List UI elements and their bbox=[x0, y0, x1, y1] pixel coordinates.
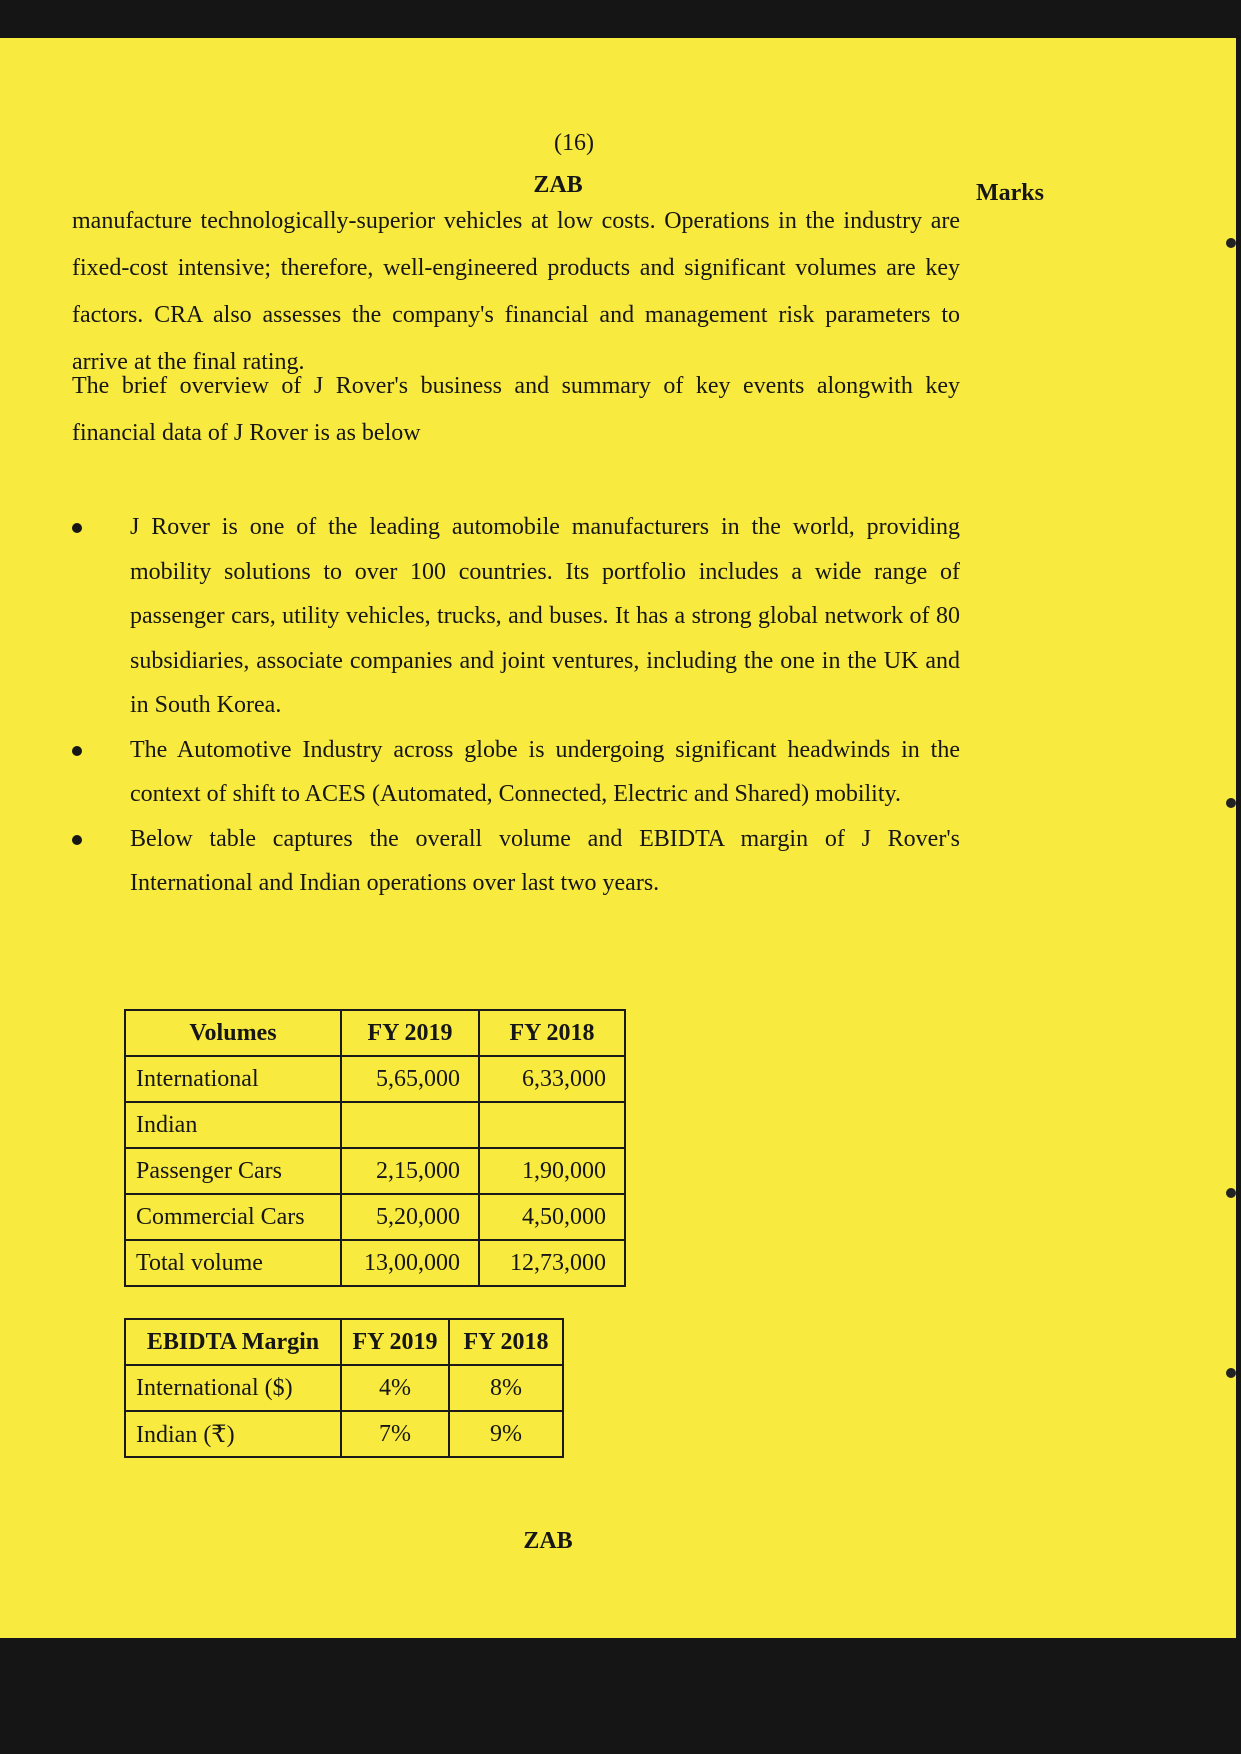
bullet-icon bbox=[72, 523, 82, 533]
bullet-text: The Automotive Industry across globe is undergoing significant headwinds in the context of shift to ACES (Automated, Connected, Electric and Shared) mobility. bbox=[130, 736, 960, 807]
table-cell: Passenger Cars bbox=[125, 1148, 341, 1194]
table-row bbox=[125, 1365, 563, 1411]
table-header-cell: EBIDTA Margin bbox=[125, 1319, 341, 1365]
table-cell: 8% bbox=[449, 1365, 563, 1411]
paragraph-1: manufacture technologically-superior vehicles at low costs. Operations in the industry are fixed-cost intensive; therefore, well-engineered products and significant volumes are key factors. CRA also assesses the company's financial and management risk parameters to arrive at the final rating. bbox=[72, 208, 960, 375]
header-code: ZAB bbox=[533, 172, 583, 198]
bullet-icon bbox=[72, 835, 82, 845]
table-cell: International bbox=[125, 1056, 341, 1102]
bullet-icon bbox=[72, 746, 82, 756]
ebidta-margin-table bbox=[124, 1318, 564, 1458]
punch-hole-mark bbox=[1226, 1368, 1236, 1378]
table-header-row bbox=[125, 1319, 563, 1365]
table-cell: 13,00,000 bbox=[341, 1240, 479, 1286]
footer-code: ZAB bbox=[523, 1528, 573, 1554]
table-cell: Indian (₹) bbox=[125, 1411, 341, 1457]
table-cell: 9% bbox=[449, 1411, 563, 1457]
page-number: (16) bbox=[554, 130, 594, 156]
table-header-cell: FY 2019 bbox=[341, 1319, 449, 1365]
bullet-item bbox=[72, 817, 960, 906]
table-cell: 7% bbox=[341, 1411, 449, 1457]
punch-hole-mark bbox=[1226, 1188, 1236, 1198]
table-cell: International ($) bbox=[125, 1365, 341, 1411]
table-row bbox=[125, 1102, 625, 1148]
marks-label: Marks bbox=[976, 180, 1044, 206]
volumes-table bbox=[124, 1009, 626, 1287]
table-header-cell: FY 2018 bbox=[449, 1319, 563, 1365]
table-cell bbox=[479, 1102, 625, 1148]
table-cell: 4,50,000 bbox=[479, 1194, 625, 1240]
table-cell: 12,73,000 bbox=[479, 1240, 625, 1286]
exam-page bbox=[0, 38, 1236, 1638]
table-header-cell: Volumes bbox=[125, 1010, 341, 1056]
table-cell: 2,15,000 bbox=[341, 1148, 479, 1194]
bullet-item bbox=[72, 505, 960, 728]
table-cell: Indian bbox=[125, 1102, 341, 1148]
table-row bbox=[125, 1194, 625, 1240]
table-row bbox=[125, 1411, 563, 1457]
table-cell: Commercial Cars bbox=[125, 1194, 341, 1240]
table-cell: 6,33,000 bbox=[479, 1056, 625, 1102]
paragraph-2: The brief overview of J Rover's business and summary of key events alongwith key financial data of J Rover is as below bbox=[72, 373, 960, 446]
table-cell: 5,20,000 bbox=[341, 1194, 479, 1240]
table-header-cell: FY 2019 bbox=[341, 1010, 479, 1056]
table-row bbox=[125, 1148, 625, 1194]
punch-hole-mark bbox=[1226, 798, 1236, 808]
bullet-item bbox=[72, 728, 960, 817]
table-cell: Total volume bbox=[125, 1240, 341, 1286]
table-header-cell: FY 2018 bbox=[479, 1010, 625, 1056]
table-cell: 4% bbox=[341, 1365, 449, 1411]
table-cell: 5,65,000 bbox=[341, 1056, 479, 1102]
bullet-text: Below table captures the overall volume and EBIDTA margin of J Rover's International and Indian operations over last two years. bbox=[130, 825, 960, 896]
punch-hole-mark bbox=[1226, 238, 1236, 248]
bullet-list bbox=[72, 505, 960, 906]
table-cell: 1,90,000 bbox=[479, 1148, 625, 1194]
table-row bbox=[125, 1240, 625, 1286]
table-row bbox=[125, 1056, 625, 1102]
table-header-row bbox=[125, 1010, 625, 1056]
table-cell bbox=[341, 1102, 479, 1148]
bullet-text: J Rover is one of the leading automobile manufacturers in the world, providing mobility solutions to over 100 countries. Its portfolio includes a wide range of passenger cars, utility vehicles, trucks, and buses. It has a strong global network of 80 subsidiaries, associate companies and joint ventures, including the one in the UK and in South Korea. bbox=[130, 514, 960, 718]
